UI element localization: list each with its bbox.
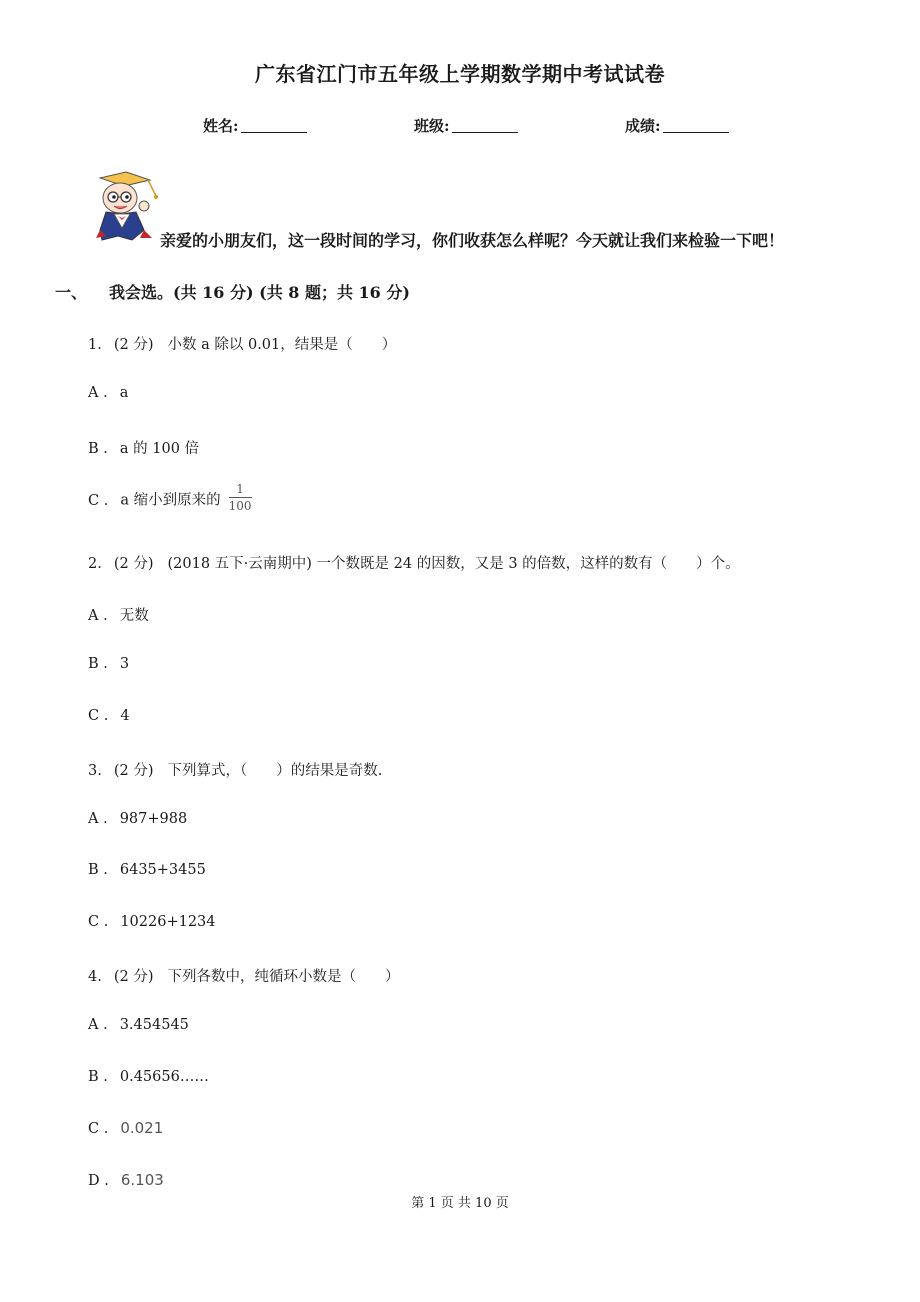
score-blank[interactable] bbox=[663, 118, 729, 133]
greeting-text: 亲爱的小朋友们，这一段时间的学习，你们收获怎么样呢？今天就让我们来检验一下吧！ bbox=[160, 231, 785, 250]
page-title: 广东省江门市五年级上学期数学期中考试试卷 bbox=[255, 62, 665, 86]
name-blank[interactable] bbox=[241, 118, 307, 133]
option-3c[interactable]: C . 10226+1234 bbox=[88, 914, 216, 930]
class-blank[interactable] bbox=[452, 118, 518, 133]
name-label: 姓名: bbox=[203, 117, 239, 135]
option-4c[interactable]: C . 0.021 bbox=[88, 1119, 164, 1137]
fraction-one-hundredth: $\frac{1}{100}$ bbox=[228, 482, 252, 513]
question-text: 下列算式，（ ）的结果是奇数. bbox=[167, 763, 383, 779]
option-1b[interactable]: B . a 的 100 倍 bbox=[88, 441, 200, 457]
score-field[interactable] bbox=[625, 115, 729, 136]
name-field[interactable] bbox=[203, 115, 307, 136]
recurring-decimal: 0.021 bbox=[120, 1119, 164, 1137]
option-4d[interactable]: D . 6.103 bbox=[88, 1171, 164, 1189]
section-heading bbox=[55, 280, 410, 303]
option-3b[interactable]: B . 6435+3455 bbox=[88, 862, 206, 878]
score-label: 成绩: bbox=[625, 117, 661, 135]
class-label: 班级: bbox=[414, 117, 450, 135]
question-3: 3. (2 分) 下列算式，（ ）的结果是奇数. bbox=[88, 763, 383, 779]
option-1a[interactable]: A . a bbox=[88, 385, 129, 401]
recurring-decimal: 6.103 bbox=[120, 1171, 164, 1189]
option-2c[interactable]: C . 4 bbox=[88, 708, 130, 724]
question-points: (2 分) bbox=[113, 337, 154, 353]
question-4: 4. (2 分) 下列各数中，纯循环小数是（ ） bbox=[88, 969, 400, 985]
question-text: 小数 a 除以 0.01，结果是（ ） bbox=[167, 337, 397, 353]
question-points: (2 分) bbox=[113, 763, 154, 779]
question-1: 1. (2 分) 小数 a 除以 0.01，结果是（ ） bbox=[88, 337, 397, 353]
option-2b[interactable]: B . 3 bbox=[88, 656, 130, 672]
page-footer: 第 1 页 共 10 页 bbox=[411, 1196, 509, 1211]
option-3a[interactable]: A . 987+988 bbox=[88, 811, 188, 827]
section-number: 一、 bbox=[55, 283, 88, 302]
class-field[interactable] bbox=[414, 115, 518, 136]
option-4a[interactable]: A . 3.454545 bbox=[88, 1017, 189, 1033]
question-2: 2. (2 分) (2018 五下·云南期中) 一个数既是 24 的因数，又是 3 的倍数，这样的数有（ ）个。 bbox=[88, 556, 740, 572]
option-2a[interactable]: A . 无数 bbox=[88, 608, 149, 624]
option-4b[interactable]: B . 0.45656…… bbox=[88, 1069, 209, 1085]
question-points: (2 分) bbox=[113, 969, 154, 985]
question-text: (2018 五下·云南期中) 一个数既是 24 的因数，又是 3 的倍数，这样的数有（ ）个。 bbox=[167, 556, 740, 572]
option-1c[interactable]: C . a 缩小到原来的 $\frac{1}{100}$ bbox=[88, 482, 252, 513]
mascot-image bbox=[92, 168, 164, 244]
section-title: 我会选。(共 16 分) (共 8 题；共 16 分) bbox=[109, 283, 410, 302]
question-text: 下列各数中，纯循环小数是（ ） bbox=[167, 969, 400, 985]
question-points: (2 分) bbox=[113, 556, 154, 572]
